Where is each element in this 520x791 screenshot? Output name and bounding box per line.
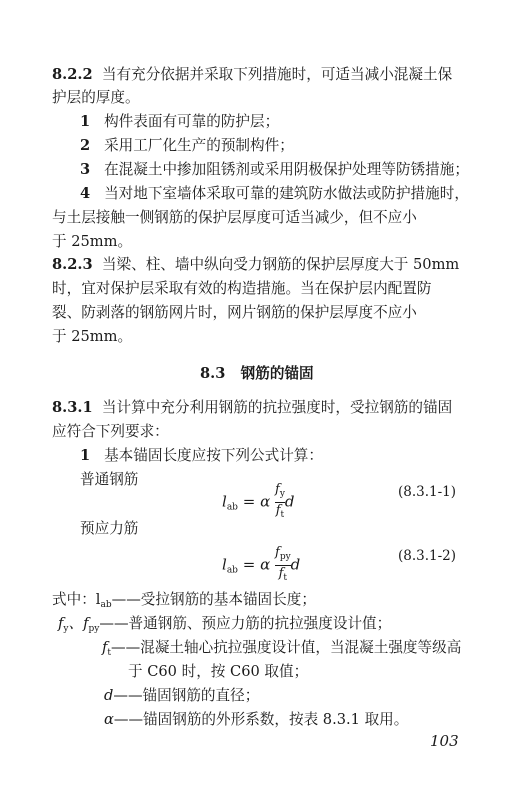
definition-symbol: f bbox=[58, 615, 64, 632]
definition-symbol-sub: ab bbox=[100, 600, 112, 610]
formula-alpha: α bbox=[260, 492, 271, 511]
definition-symbol: d bbox=[104, 687, 114, 704]
clause-8-2-2-line-1 bbox=[52, 65, 464, 85]
equation-number: (8.3.1-2) bbox=[398, 548, 457, 564]
list-item-1-formula-intro bbox=[80, 446, 323, 466]
clause-8-2-3-line-1 bbox=[52, 255, 459, 275]
definition-ft bbox=[102, 638, 461, 663]
item-number: 1 bbox=[80, 447, 91, 464]
formula-d: d bbox=[290, 555, 301, 574]
item-text: 构件表面有可靠的防护层； bbox=[104, 113, 280, 130]
clause-text: 护层的厚度。 bbox=[52, 89, 140, 106]
formula-fraction bbox=[275, 545, 291, 586]
formula-lhs: l bbox=[222, 555, 227, 574]
definition-symbol-2: 、f bbox=[68, 615, 89, 632]
clause-number: 8.2.2 bbox=[52, 66, 93, 83]
clause-text: 当计算中充分利用钢筋的抗拉强度时，受拉钢筋的锚固 bbox=[101, 399, 453, 416]
formula-denominator: f bbox=[275, 503, 281, 518]
formula-numerator: f bbox=[275, 482, 280, 497]
formula-denominator: f bbox=[278, 566, 284, 581]
list-item-2 bbox=[80, 136, 294, 156]
list-item-4-cont-2 bbox=[52, 232, 132, 252]
section-title: 钢筋的锚固 bbox=[240, 365, 314, 382]
ordinary-rebar-label bbox=[80, 470, 138, 490]
list-item-4 bbox=[80, 184, 469, 204]
definition-text: ——锚固钢筋的直径； bbox=[113, 687, 260, 704]
definition-symbol: α bbox=[104, 711, 114, 728]
definition-text: ——锚固钢筋的外形系数，按表 8.3.1 取用。 bbox=[113, 711, 409, 728]
formula-fraction bbox=[275, 482, 285, 523]
formula-denominator-sub: t bbox=[283, 573, 288, 583]
clause-text: 应符合下列要求： bbox=[52, 423, 169, 440]
section-number: 8.3 bbox=[200, 365, 226, 382]
definition-ft-cont bbox=[128, 662, 308, 682]
clause-text: 当梁、柱、墙中纵向受力钢筋的保护层厚度大于 50mm bbox=[101, 256, 460, 273]
list-item-1 bbox=[80, 112, 279, 132]
definition-lab bbox=[52, 590, 316, 615]
page-number: 103 bbox=[430, 732, 459, 750]
definition-alpha bbox=[104, 710, 408, 730]
label-text: 普通钢筋 bbox=[80, 471, 139, 488]
label-text: 预应力筋 bbox=[80, 520, 139, 537]
item-number: 2 bbox=[80, 137, 91, 154]
section-heading bbox=[200, 364, 314, 384]
definition-fy-fpy bbox=[58, 614, 391, 639]
definition-symbol-sub: t bbox=[107, 648, 112, 658]
item-text: 采用工厂化生产的预制构件； bbox=[104, 137, 294, 154]
clause-number: 8.2.3 bbox=[52, 256, 93, 273]
clause-text: 裂、防剥落的钢筋网片时，网片钢筋的保护层厚度不应小 bbox=[52, 304, 417, 321]
definition-text: 于 C60 时，按 C60 取值； bbox=[128, 663, 309, 680]
definition-text: ——普通钢筋、预应力筋的抗拉强度设计值； bbox=[99, 615, 392, 632]
list-item-4-cont bbox=[52, 208, 417, 228]
item-number: 4 bbox=[80, 185, 91, 202]
formula-lhs-sub: ab bbox=[226, 502, 238, 513]
item-text: 与土层接触一侧钢筋的保护层厚度可适当减少，但不应小 bbox=[52, 209, 417, 226]
clause-8-2-3-line-3 bbox=[52, 303, 417, 323]
formula-numerator: f bbox=[275, 545, 280, 560]
clause-8-2-3-line-4 bbox=[52, 327, 132, 347]
item-text: 基本锚固长度应按下列公式计算： bbox=[104, 447, 323, 464]
clause-8-3-1-line-1 bbox=[52, 398, 452, 418]
formula-8-3-1-2: $l_{ab} = \alpha$ $\frac{f_{py}}{f_t}$ d bbox=[222, 545, 300, 586]
clause-8-2-3-line-2 bbox=[52, 279, 431, 299]
item-text: 在混凝土中掺加阻锈剂或采用阴极保护处理等防锈措施； bbox=[104, 161, 469, 178]
item-number: 1 bbox=[80, 113, 91, 130]
definition-text: ——受拉钢筋的基本锚固长度； bbox=[111, 591, 316, 608]
formula-alpha: α bbox=[260, 555, 271, 574]
equation-number: (8.3.1-1) bbox=[398, 484, 457, 500]
definition-symbol-2-sub: py bbox=[88, 624, 100, 634]
formula-lhs-sub: ab bbox=[226, 565, 238, 576]
formula-numerator-sub: y bbox=[279, 489, 285, 499]
clause-text: 当有充分依据并采取下列措施时，可适当减小混凝土保 bbox=[101, 66, 453, 83]
item-number: 3 bbox=[80, 161, 91, 178]
prestress-rebar-label bbox=[80, 519, 138, 539]
definition-symbol-sub: y bbox=[63, 624, 69, 634]
definition-symbol: f bbox=[102, 639, 108, 656]
clause-text: 于 25mm。 bbox=[52, 328, 133, 345]
formula-lhs: l bbox=[222, 492, 227, 511]
formula-8-3-1-1: $l_{ab} = \alpha$ $\frac{f_y}{f_t}$ d bbox=[222, 482, 295, 523]
item-text: 当对地下室墙体采取可靠的建筑防水做法或防护措施时， bbox=[104, 185, 469, 202]
definition-text: ——混凝土轴心抗拉强度设计值，当混凝土强度等级高 bbox=[111, 639, 462, 656]
formula-d: d bbox=[284, 492, 295, 511]
definition-symbol: 式中：l bbox=[52, 591, 101, 608]
clause-8-2-2-line-2 bbox=[52, 88, 140, 108]
list-item-3 bbox=[80, 160, 469, 180]
clause-number: 8.3.1 bbox=[52, 399, 93, 416]
formula-denominator-sub: t bbox=[280, 510, 285, 520]
definition-d bbox=[104, 686, 259, 706]
clause-8-3-1-line-2 bbox=[52, 422, 169, 442]
formula-numerator-sub: py bbox=[279, 552, 291, 562]
clause-text: 时，宜对保护层采取有效的构造措施。当在保护层内配置防 bbox=[52, 280, 432, 297]
item-text: 于 25mm。 bbox=[52, 233, 133, 250]
